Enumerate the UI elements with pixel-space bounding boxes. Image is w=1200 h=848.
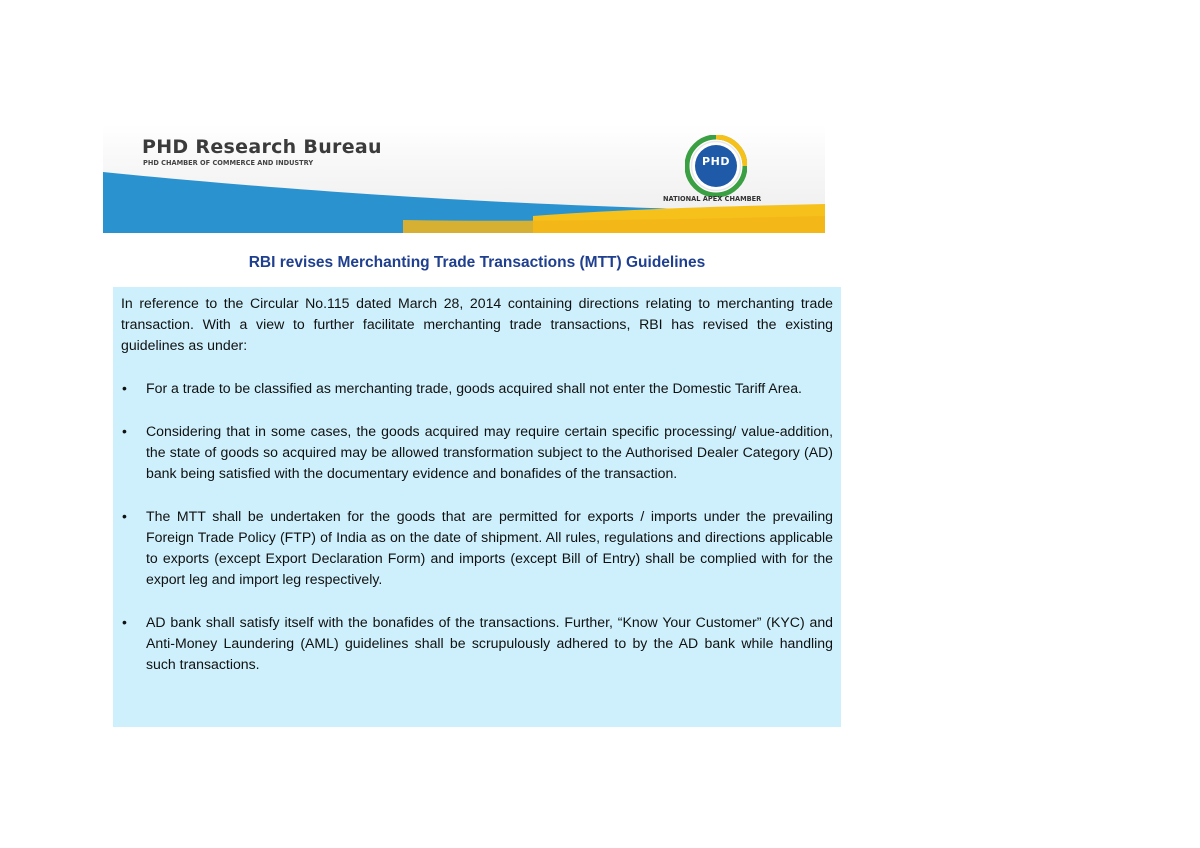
- org-subtitle: PHD CHAMBER OF COMMERCE AND INDUSTRY: [143, 159, 314, 167]
- content-box: [113, 287, 841, 727]
- bullet-icon: •: [122, 614, 127, 630]
- guideline-list: [121, 378, 833, 675]
- list-item: [121, 612, 833, 675]
- org-name: PHD Research Bureau: [142, 136, 382, 158]
- list-item-text: For a trade to be classified as merchanting trade, goods acquired shall not enter the Domestic Tariff Area.: [146, 380, 802, 396]
- list-item: [121, 421, 833, 484]
- list-item: [121, 506, 833, 590]
- header-banner: [103, 124, 825, 233]
- list-item-text: AD bank shall satisfy itself with the bonafides of the transactions. Further, “Know Your Customer” (KYC) and Anti-Money Laundering (AML) guidelines shall be scrupulously adhered to by the AD bank while handling such transactions.: [146, 614, 833, 672]
- document-title: RBI revises Merchanting Trade Transactions (MTT) Guidelines: [248, 254, 706, 271]
- bullet-icon: •: [122, 380, 127, 396]
- logo-text: PHD: [702, 155, 730, 168]
- tagline: NATIONAL APEX CHAMBER: [663, 195, 762, 203]
- bullet-icon: •: [122, 423, 127, 439]
- bullet-icon: •: [122, 508, 127, 524]
- list-item-text: Considering that in some cases, the goods acquired may require certain specific processing/ value-addition, the state of goods so acquired may be allowed transformation subject to the Authorised Dealer Category (AD) bank being satisfied with the documentary evidence and bonafides of the transaction.: [146, 423, 833, 481]
- list-item-text: The MTT shall be undertaken for the goods that are permitted for exports / imports under the prevailing Foreign Trade Policy (FTP) of India as on the date of shipment. All rules, regulations and directions applicable to exports (except Export Declaration Form) and imports (except Bill of Entry) shall be complied with for the export leg and import leg respectively.: [146, 508, 833, 587]
- list-item: [121, 378, 833, 399]
- intro-paragraph: In reference to the Circular No.115 dated March 28, 2014 containing directions relating to merchanting trade transaction. With a view to further facilitate merchanting trade transactions, RBI has revised the existing guidelines as under:: [121, 295, 833, 353]
